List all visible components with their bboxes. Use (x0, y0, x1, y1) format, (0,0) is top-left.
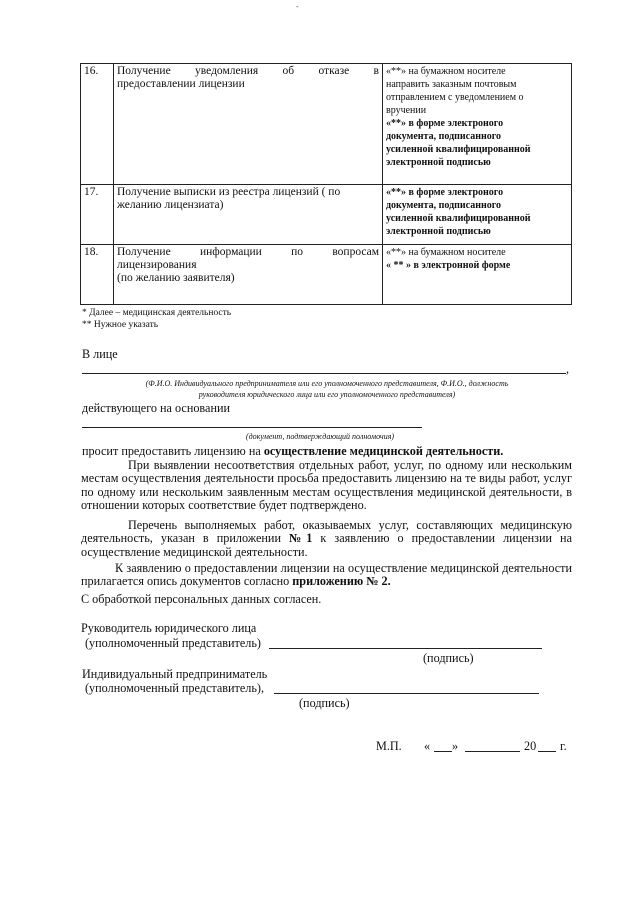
representative-label: В лице (82, 347, 118, 361)
method-line: электронной подписью (386, 157, 491, 168)
legal-head-label-2: (уполномоченный представитель) (85, 636, 261, 650)
services-table (80, 63, 572, 305)
basis-label: действующего на основании (82, 401, 231, 415)
desc-line: желанию лицензиата) (117, 199, 224, 211)
method-line: документа, подписанного (386, 131, 502, 142)
row-number: 16. (81, 64, 114, 185)
method-line: направить заказным почтовым (386, 79, 517, 90)
year-suffix: г. (560, 739, 567, 753)
row-method (383, 64, 572, 185)
paragraph-3-a: К заявлению о предоставлении лицензии на осуществление медицинской деятельности прилагается опись документов согласно (81, 561, 572, 589)
desc-line: Получение уведомления об отказе в (117, 65, 379, 77)
paragraph-2-b: к заявлению о предоставлении лицензии на осуществление медицинской деятельности. (81, 531, 572, 559)
paragraph-3-bold: приложению № 2. (292, 574, 391, 589)
footnote-2: ** Нужное указать (82, 320, 159, 330)
paragraph-2-bold: №1 (289, 531, 313, 546)
date-open: « (424, 739, 431, 753)
table-row (81, 64, 572, 185)
representative-caption-1: (Ф.И.О. Индивидуального предпринимателя или его уполномоченного представителя, Ф.И.О., должность (145, 379, 509, 388)
representative-caption-2: руководителя юридического лица или его уполномоченного представителя) (198, 390, 456, 399)
method-line: «**» на бумажном носителе (386, 66, 506, 77)
day-line (434, 751, 452, 752)
method-line: «**» в форме электроного (386, 187, 504, 198)
date-close: » (452, 739, 459, 753)
paragraph-1: При выявлении несоответствия отдельных работ, услуг, по одному или нескольким местам осуществления деятельности просьба предоставить лицензию на те виды работ, услуг по одному или нескольким заявленным местам осуществления медицинской деятельности, в отношении которых соответствие будет подтверждено. (81, 458, 572, 513)
representative-line (82, 373, 566, 374)
method-line: вручении (386, 105, 427, 116)
basis-line (82, 427, 422, 428)
entrepreneur-label-2: (уполномоченный представитель), (85, 681, 265, 695)
stamp-mp: М.П. (376, 739, 402, 753)
row-number: 17. (81, 185, 114, 245)
entrepreneur-signature-line (274, 693, 539, 694)
method-line: документа, подписанного (386, 200, 502, 211)
method-line: « ** » в электронной форме (386, 260, 511, 271)
representative-comma: , (566, 362, 570, 376)
legal-head-label-1: Руководитель юридического лица (81, 621, 257, 635)
method-line: «**» на бумажном носителе (386, 247, 506, 258)
request-prefix: просит предоставить лицензию на (82, 444, 264, 458)
row-description (114, 245, 383, 305)
paragraph-3 (81, 562, 572, 589)
row-method (383, 245, 572, 305)
month-line (465, 751, 520, 752)
desc-line: лицензирования (117, 259, 197, 271)
entrepreneur-label-1: Индивидуальный предприниматель (82, 667, 268, 681)
request-text (82, 444, 503, 458)
table-row (81, 185, 572, 245)
consent-text: С обработкой персональных данных согласен. (81, 592, 322, 606)
row-description (114, 64, 383, 185)
signature-caption-1: (подпись) (423, 651, 474, 665)
method-line: «**» в форме электроного (386, 118, 504, 129)
method-line: усиленной квалифицированной (386, 144, 531, 155)
desc-line: Получение информации по вопросам (117, 246, 379, 258)
row-number: 18. (81, 245, 114, 305)
year-prefix: 20 (524, 739, 537, 753)
method-line: усиленной квалифицированной (386, 213, 531, 224)
top-mark: - (296, 2, 299, 11)
method-line: отправлением с уведомлением о (386, 92, 524, 103)
desc-line: Получение выписки из реестра лицензий ( по (117, 186, 341, 198)
table-row (81, 245, 572, 305)
desc-line: (по желанию заявителя) (117, 272, 235, 284)
desc-line: предоставлении лицензии (117, 78, 245, 90)
legal-head-signature-line (269, 648, 542, 649)
signature-caption-2: (подпись) (299, 696, 350, 710)
request-bold: осуществление медицинской деятельности. (263, 444, 504, 458)
paragraph-2 (81, 519, 572, 559)
row-method (383, 185, 572, 245)
year-line (538, 751, 556, 752)
row-description (114, 185, 383, 245)
basis-caption: (документ, подтверждающий полномочия) (245, 432, 395, 441)
footnote-1: * Далее – медицинская деятельность (82, 308, 232, 318)
paragraph-2-a: Перечень выполняемых работ, оказываемых услуг, составляющих медицинскую деятельность, указан в приложении (81, 518, 572, 546)
method-line: электронной подписью (386, 226, 491, 237)
